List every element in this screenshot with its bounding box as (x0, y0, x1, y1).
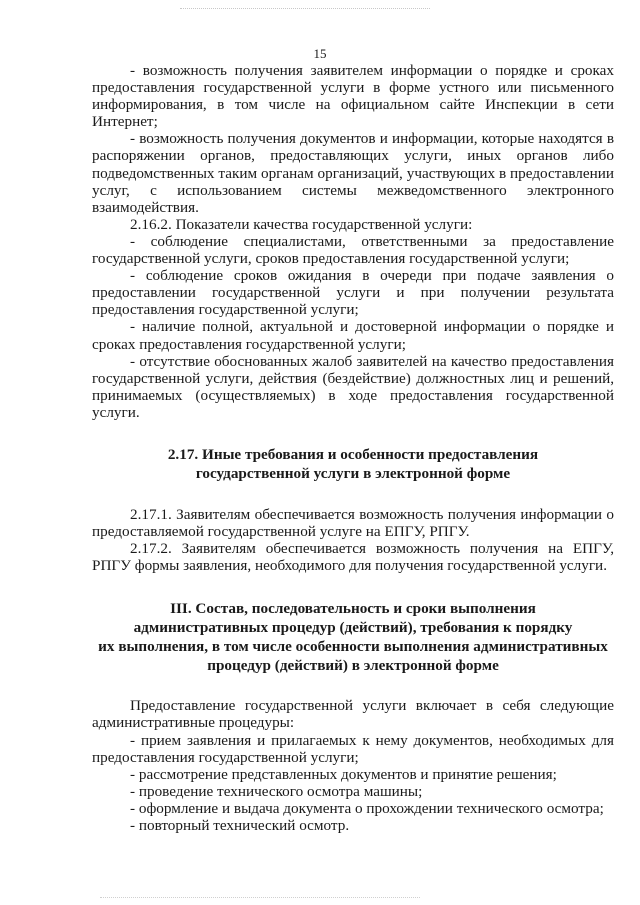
paragraph-2-17-2: 2.17.2. Заявителям обеспечивается возможность получения на ЕПГУ, РПГУ формы заявления, необходимого для получения государственной услуги. (92, 540, 614, 575)
scan-edge-mark-bottom (100, 897, 420, 899)
section-2-17-title (92, 445, 614, 483)
section-2-16-2-heading: 2.16.2. Показатели качества государственной услуги: (130, 215, 473, 233)
quality-indicator-item: - наличие полной, актуальной и достоверной информации о порядке и сроках предоставления государственной услуги; (92, 318, 614, 353)
scan-edge-mark-top (180, 8, 430, 10)
section-3-title-line: процедур (действий) в электронной форме (207, 657, 499, 675)
quality-indicator-item: - соблюдение специалистами, ответственными за предоставление государственной услуги, сроков предоставления государственной услуги; (92, 232, 614, 268)
procedure-item: - проведение технического осмотра машины; (130, 782, 423, 800)
page-number: 15 (313, 46, 327, 61)
paragraph-info-access: - возможность получения заявителем информации о порядке и сроках предоставления государственной услуги в форме устного или письменного информирования, в том числе на официальном сайте Инспекции в сети Интернет; (92, 62, 614, 131)
section-2-17-title-line: государственной услуги в электронной форме (195, 464, 511, 482)
section-3-title-line: их выполнения, в том числе особенности выполнения административных (98, 638, 608, 656)
section-2-17-title-line: 2.17. Иные требования и особенности предоставления (167, 445, 539, 463)
paragraph-document-access: - возможность получения документов и информации, которые находятся в распоряжении органов, предоставляющих услуги, иных органов либо подведомственных таким органам организаций, участвующих в предоставлении услуг, с использованием системы межведомственного электронного взаимодействия. (92, 130, 614, 216)
procedure-item: - прием заявления и прилагаемых к нему документов, необходимых для предоставления государственной услуги; (92, 731, 614, 766)
document-body (92, 62, 614, 834)
quality-indicator-item: - соблюдение сроков ожидания в очереди при подаче заявления о предоставлении государственной услуги и при получении результата предоставления государственной услуги; (92, 267, 614, 319)
paragraph-2-17-1: 2.17.1. Заявителям обеспечивается возможность получения информации о предоставляемой государственной услуге на ЕПГУ, РПГУ. (92, 505, 614, 541)
quality-indicator-item: - отсутствие обоснованных жалоб заявителей на качество предоставления государственной услуги, действия (бездействие) должностных лиц и решений, принимаемых (осуществляемых) в ходе предоставления государственной услуги. (92, 352, 614, 421)
section-3-title (92, 599, 614, 675)
section-3-title-line: административных процедур (действий), требования к порядку (133, 619, 573, 637)
procedure-item: - повторный технический осмотр. (130, 817, 350, 834)
section-3-title-line: III. Состав, последовательность и сроки выполнения (170, 600, 536, 618)
procedure-item: - рассмотрение представленных документов и принятие решения; (130, 765, 557, 783)
section-3-intro: Предоставление государственной услуги включает в себя следующие административные процедуры: (92, 697, 614, 732)
procedure-item: - оформление и выдача документа о прохождении технического осмотра; (130, 799, 604, 817)
